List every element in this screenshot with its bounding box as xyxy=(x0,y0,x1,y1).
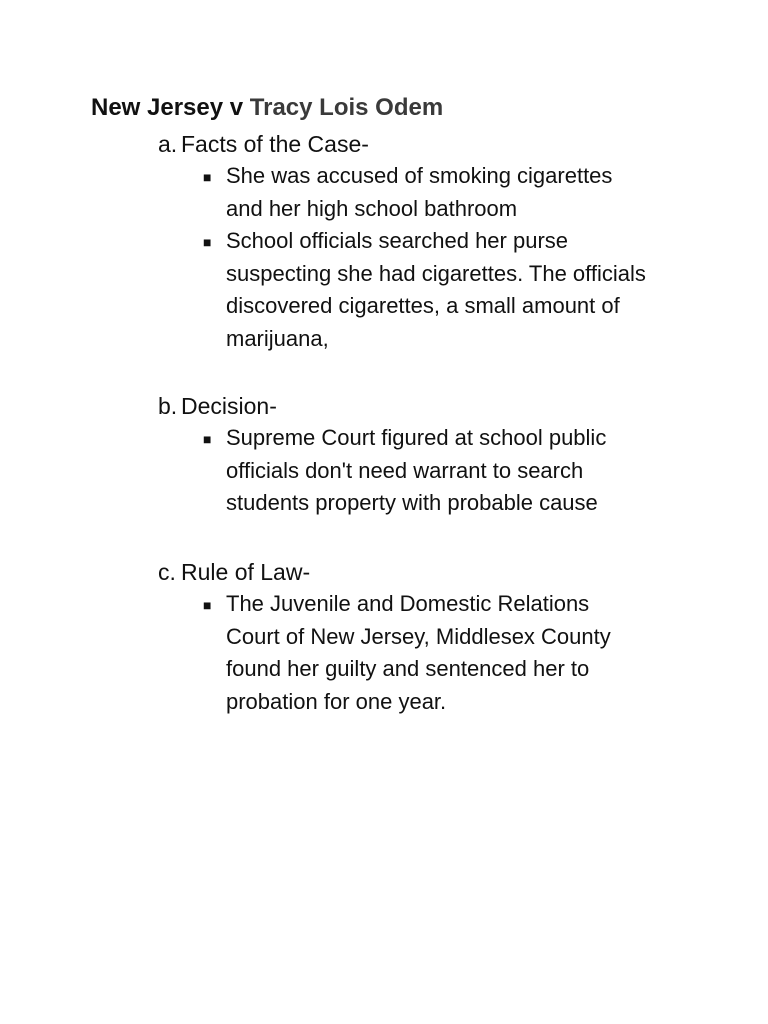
square-bullet-icon: ■ xyxy=(203,169,212,185)
title-name: Tracy Lois Odem xyxy=(249,94,444,121)
square-bullet-icon: ■ xyxy=(203,597,212,613)
list-item xyxy=(203,160,718,225)
section-marker: b. xyxy=(158,393,178,419)
document-title xyxy=(91,92,443,124)
list-item xyxy=(203,588,718,718)
list-item-text: The Juvenile and Domestic Relations Court of New Jersey, Middlesex County found her guilty and sentenced her to probation for one year. xyxy=(226,591,611,714)
list-item xyxy=(203,422,718,520)
list-item-text: Supreme Court figured at school public officials don't need warrant to search students property with probable cause xyxy=(226,425,607,515)
list-item xyxy=(203,225,718,355)
section-heading-label: Facts of the Case- xyxy=(181,131,369,157)
section-facts xyxy=(158,128,718,355)
section-heading xyxy=(158,556,718,588)
square-bullet-icon: ■ xyxy=(203,234,212,250)
section-marker: c. xyxy=(158,559,176,585)
list-item-text: School officials searched her purse suspecting she had cigarettes. The officials discovered cigarettes, a small amount of marijuana, xyxy=(226,228,646,351)
section-rule-of-law xyxy=(158,556,718,718)
list-item-text: She was accused of smoking cigarettes and her high school bathroom xyxy=(226,163,613,221)
section-heading xyxy=(158,390,718,422)
section-heading-label: Rule of Law- xyxy=(181,559,311,585)
section-heading-label: Decision- xyxy=(181,393,277,419)
square-bullet-icon: ■ xyxy=(203,431,212,447)
section-decision xyxy=(158,390,718,520)
section-heading xyxy=(158,128,718,160)
title-prefix: New Jersey v xyxy=(91,94,250,121)
section-marker: a. xyxy=(158,131,178,157)
